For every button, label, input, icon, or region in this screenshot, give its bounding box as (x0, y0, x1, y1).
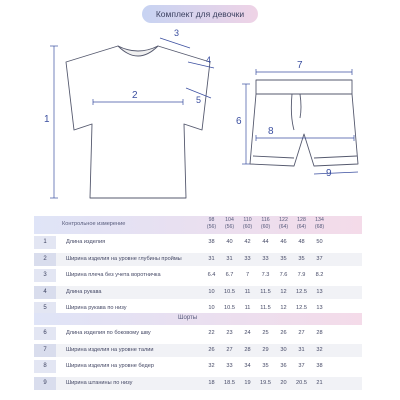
table-cell: 10.5 (224, 305, 235, 311)
table-cell: 37 (316, 255, 323, 262)
row-label: Длина изделия по боковому шву (66, 330, 151, 336)
table-cell: 27 (226, 346, 233, 353)
size-header (275, 217, 292, 230)
size-chest: (60) (260, 223, 271, 230)
tshirt-label-3: 3 (174, 28, 180, 38)
table-cell: 12 (280, 288, 287, 295)
row-number: 3 (34, 269, 56, 282)
shorts-drawing (250, 80, 358, 166)
row-number: 6 (34, 327, 56, 340)
table-cell: 7.9 (297, 272, 306, 278)
garment-diagram (0, 26, 400, 216)
tshirt-label-2: 2 (132, 90, 138, 101)
table-cell: 35 (298, 255, 305, 262)
table-cell: 6.7 (225, 272, 234, 278)
tshirt-drawing (66, 46, 210, 198)
size-header (257, 217, 274, 230)
table-cell: 46 (280, 239, 287, 245)
size-height: 116 (261, 217, 270, 223)
shorts-table-header (34, 313, 362, 325)
table-cell: 18 (208, 379, 215, 386)
table-cell: 13 (316, 305, 323, 311)
table-cell: 19 (244, 379, 251, 386)
row-number: 8 (34, 360, 56, 373)
shorts-label-9: 9 (326, 168, 332, 179)
table-cell: 7.3 (261, 272, 270, 278)
size-header (311, 217, 328, 230)
table-cell: 12.5 (296, 305, 307, 311)
measurement-column-title: Контрольное измерение (62, 221, 126, 227)
row-number: 9 (34, 377, 56, 390)
size-chest: (56) (224, 223, 235, 230)
row-number: 2 (34, 253, 56, 266)
table-cell: 6.4 (207, 272, 216, 278)
table-cell: 33 (244, 255, 251, 262)
table-cell: 50 (316, 239, 323, 245)
shorts-section-title: Шорты (178, 315, 198, 321)
row-label: Ширина плеча без учета воротничка (66, 272, 161, 278)
size-height: 110 (243, 217, 252, 223)
size-height: 134 (315, 217, 324, 223)
table-cell: 10.5 (224, 288, 235, 295)
table-cell: 12.5 (296, 288, 307, 295)
table-cell: 32 (208, 363, 215, 369)
row-label: Ширина изделия на уровне глубины проймы (66, 255, 182, 262)
table-cell: 8.2 (315, 272, 324, 278)
table-cell: 21 (316, 379, 323, 386)
table-cell: 29 (262, 346, 269, 353)
tshirt-label-4: 4 (206, 55, 212, 65)
table-cell: 26 (208, 346, 215, 353)
row-label: Длина изделия (66, 239, 106, 245)
table-cell: 30 (280, 346, 287, 353)
table-cell: 11 (244, 305, 251, 311)
row-label: Ширина рукава по низу (66, 305, 127, 311)
table-cell: 10 (208, 305, 215, 311)
table-cell: 26 (280, 330, 287, 336)
size-height: 128 (297, 217, 306, 223)
table-row (34, 327, 362, 340)
row-label: Ширина штанины по низу (66, 379, 133, 386)
size-chest: (64) (296, 223, 307, 230)
row-number: 1 (34, 236, 56, 249)
table-cell: 20 (280, 379, 287, 386)
size-height: 104 (225, 217, 234, 223)
table-row (34, 269, 362, 282)
row-number: 4 (34, 286, 56, 299)
table-cell: 33 (226, 363, 233, 369)
size-height: 122 (279, 217, 288, 223)
table-row (34, 360, 362, 373)
row-label: Ширина изделия на уровне талии (66, 346, 154, 353)
table-cell: 28 (316, 330, 323, 336)
shorts-label-6: 6 (236, 116, 242, 127)
table-row (34, 253, 362, 266)
shorts-label-7: 7 (297, 60, 303, 71)
table-cell: 28 (244, 346, 251, 353)
table-cell: 44 (262, 239, 269, 245)
table-cell: 36 (280, 363, 287, 369)
table-row (34, 236, 362, 249)
table-cell: 38 (316, 363, 323, 369)
table-cell: 42 (244, 239, 251, 245)
tshirt-label-1: 1 (44, 114, 50, 125)
row-label: Длина рукава (66, 288, 102, 295)
table-cell: 25 (262, 330, 269, 336)
table-row (34, 344, 362, 357)
table-cell: 12 (280, 305, 287, 311)
tshirt-label-5: 5 (196, 95, 202, 105)
table-cell: 31 (208, 255, 215, 262)
size-chest: (56) (206, 223, 217, 230)
table-cell: 40 (226, 239, 233, 245)
table-cell: 31 (298, 346, 305, 353)
table-cell: 7 (245, 272, 250, 278)
table-cell: 22 (208, 330, 215, 336)
table-cell: 23 (226, 330, 233, 336)
size-header (203, 217, 220, 230)
size-header (239, 217, 256, 230)
table-cell: 35 (262, 363, 269, 369)
row-label: Ширина изделия на уровне бедер (66, 363, 155, 369)
shorts-label-8: 8 (268, 126, 274, 137)
table-cell: 20.5 (296, 379, 307, 386)
row-number: 5 (34, 302, 56, 315)
table-cell: 37 (298, 363, 305, 369)
table-cell: 34 (244, 363, 251, 369)
table-cell: 33 (262, 255, 269, 262)
table-cell: 13 (316, 288, 323, 295)
size-header (221, 217, 238, 230)
size-chest: (60) (242, 223, 253, 230)
table-cell: 35 (280, 255, 287, 262)
size-chest: (68) (314, 223, 325, 230)
table-cell: 31 (226, 255, 233, 262)
table-cell: 10 (208, 288, 215, 295)
table-row (34, 377, 362, 390)
table-cell: 48 (298, 239, 305, 245)
row-number: 7 (34, 344, 56, 357)
page-title: Комплект для девочки (142, 5, 258, 23)
table-cell: 7.6 (279, 272, 288, 278)
table-cell: 11.5 (260, 305, 271, 311)
table-cell: 24 (244, 330, 251, 336)
size-header (293, 217, 310, 230)
table-cell: 18.5 (224, 379, 235, 386)
table-cell: 11 (244, 288, 251, 295)
size-chest: (64) (278, 223, 289, 230)
table-cell: 19.5 (260, 379, 271, 386)
table-cell: 27 (298, 330, 305, 336)
table-cell: 32 (316, 346, 323, 353)
size-height: 98 (208, 217, 215, 223)
table-cell: 38 (208, 239, 215, 245)
table-cell: 11.5 (260, 288, 271, 295)
table-row (34, 286, 362, 299)
